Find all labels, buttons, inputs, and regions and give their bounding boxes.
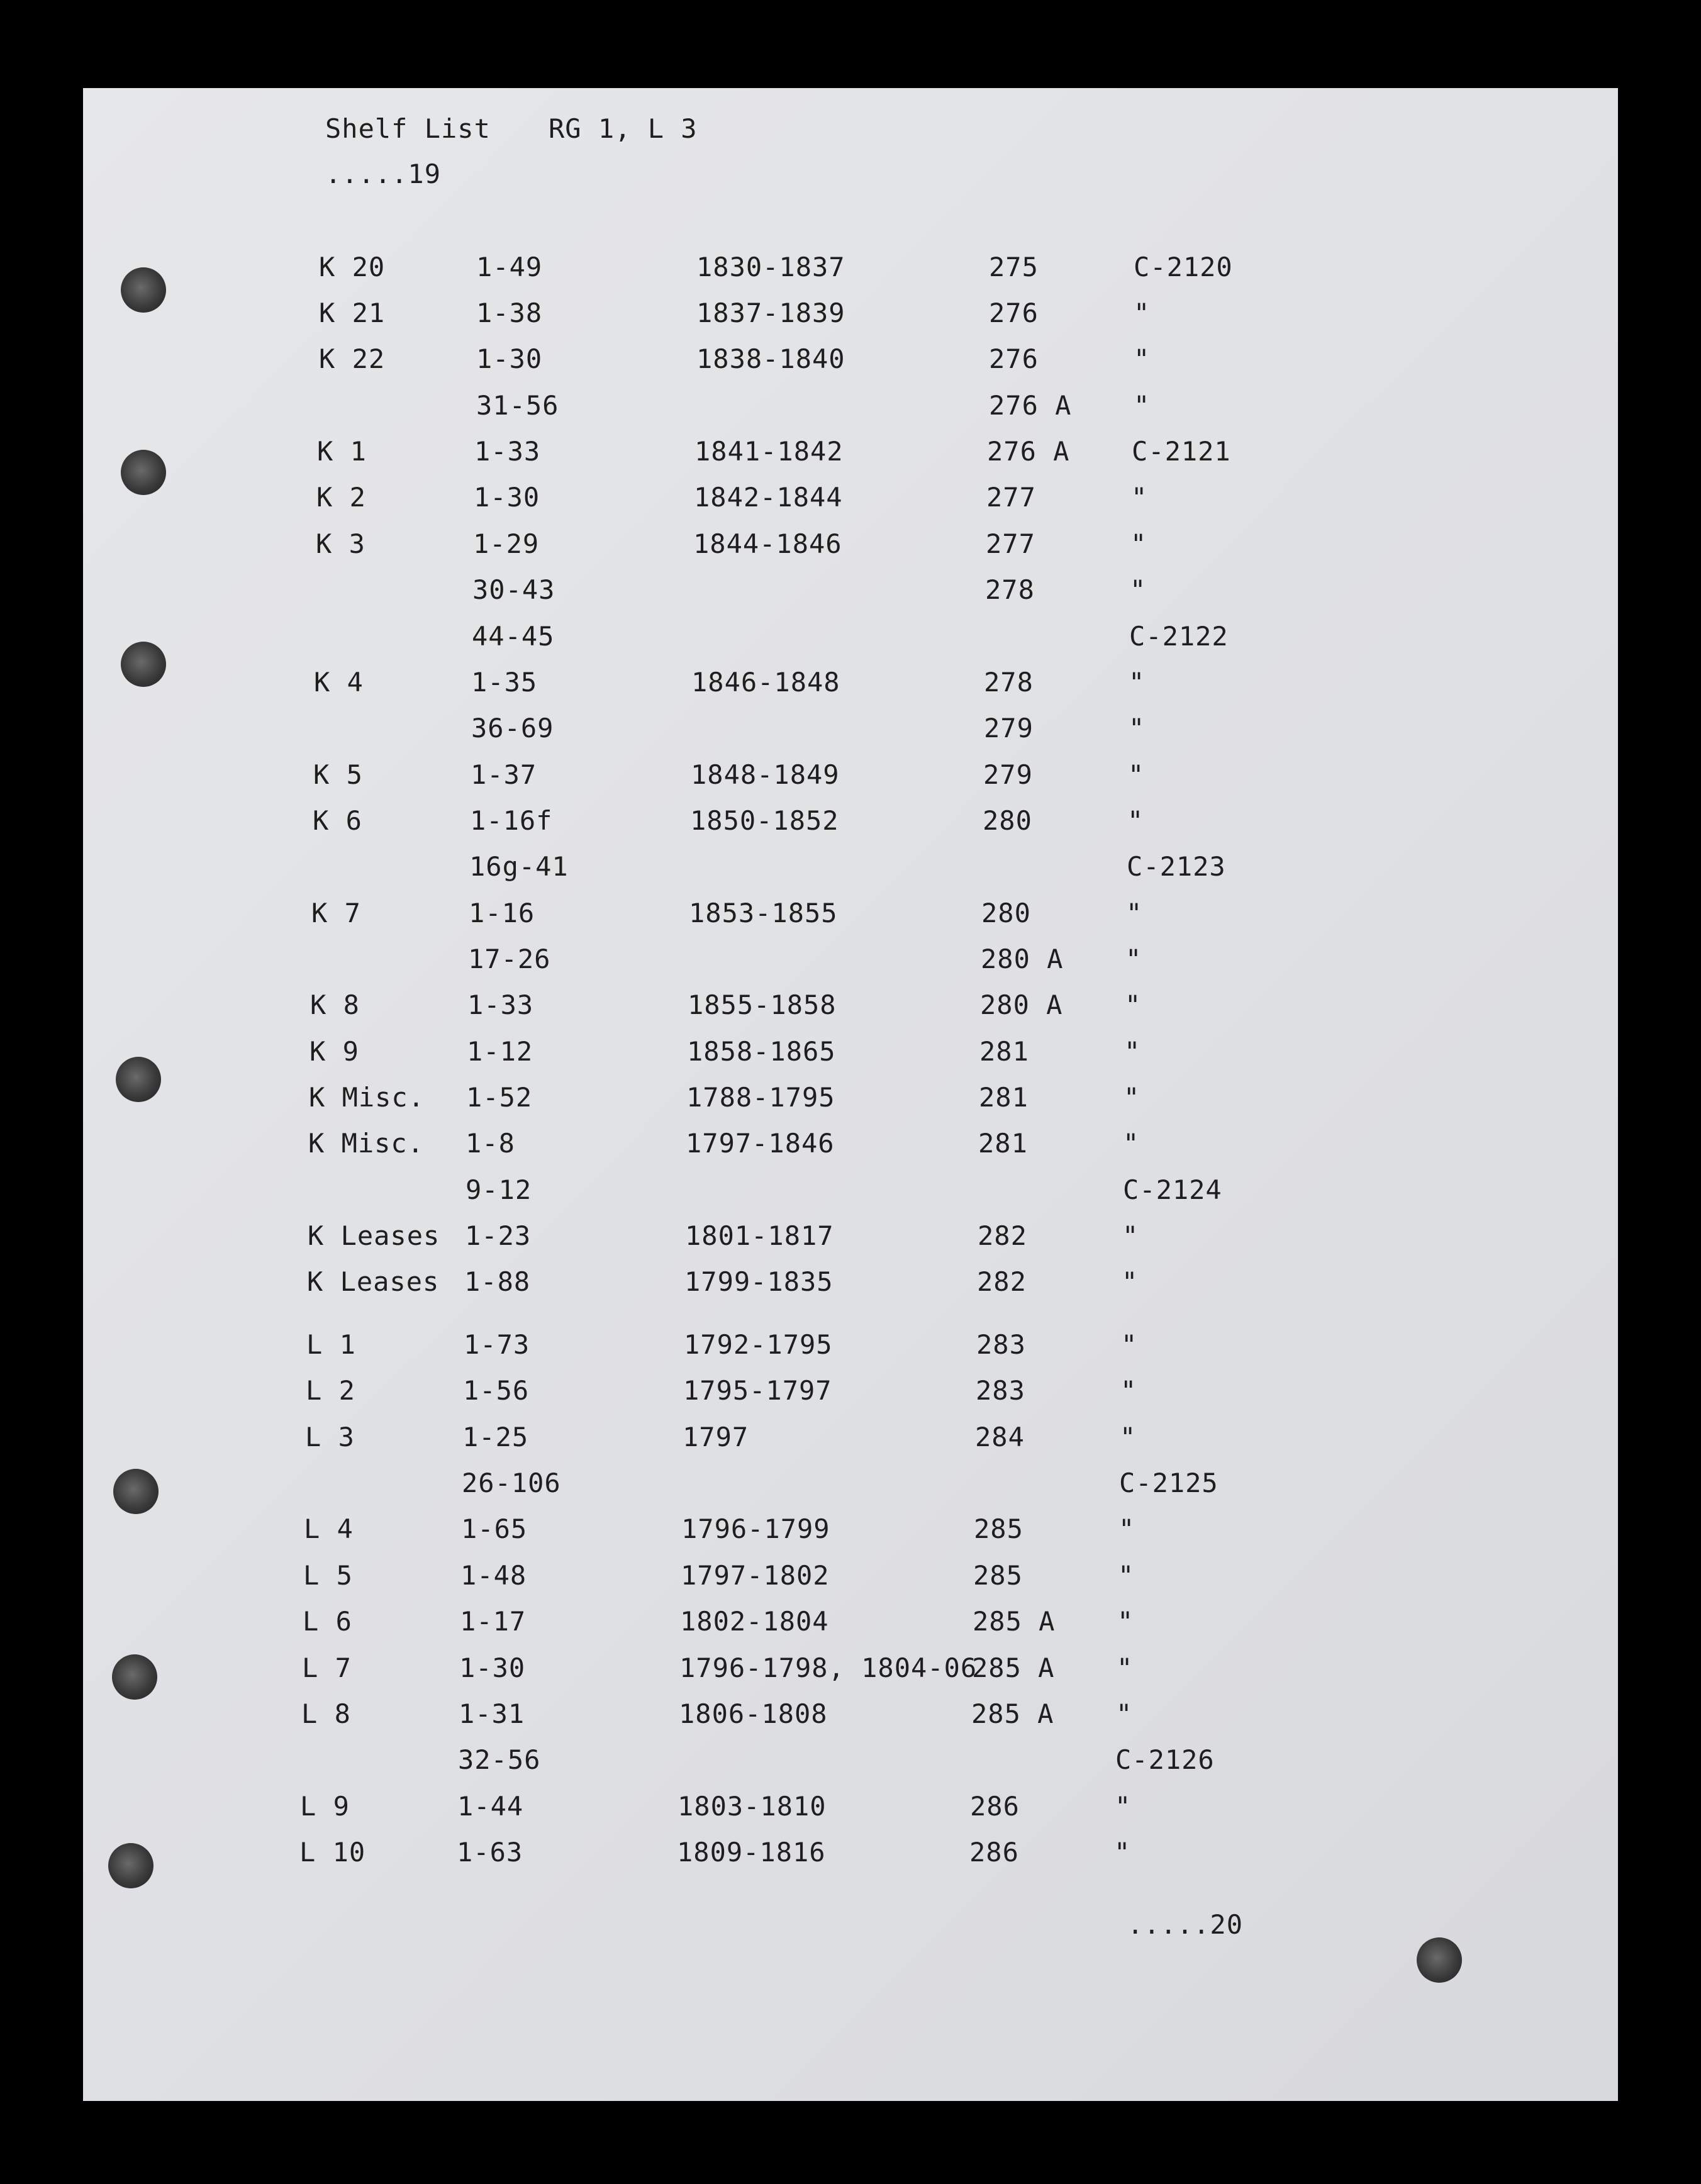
- item-range: 1-30: [474, 482, 540, 513]
- date-span: 1802-1804: [680, 1606, 829, 1637]
- table-row: [81, 436, 1616, 480]
- item-range: 9-12: [466, 1174, 532, 1205]
- reel-number: ": [1116, 1698, 1133, 1729]
- volume-number: 278: [985, 574, 1035, 605]
- box-id: K 22: [319, 343, 386, 374]
- document-page: [83, 88, 1618, 2101]
- volume-number: 279: [984, 713, 1034, 744]
- date-span: 1806-1808: [679, 1698, 828, 1729]
- table-row: [75, 944, 1610, 988]
- box-id: L 7: [302, 1652, 352, 1683]
- item-range: 44-45: [472, 621, 555, 652]
- date-span: 1797-1846: [686, 1128, 835, 1159]
- reel-number: ": [1122, 1220, 1139, 1251]
- table-row: [70, 1375, 1605, 1419]
- volume-number: 280: [983, 805, 1032, 836]
- volume-number: 277: [986, 482, 1036, 513]
- table-row: [69, 1468, 1603, 1512]
- table-row: [72, 1220, 1607, 1264]
- item-range: 32-56: [458, 1744, 541, 1775]
- reel-number: C-2123: [1127, 851, 1226, 882]
- table-row: [71, 1266, 1606, 1310]
- item-range: 1-29: [473, 528, 540, 559]
- table-row: [65, 1698, 1600, 1742]
- table-row: [77, 805, 1612, 849]
- volume-number: 285: [973, 1560, 1023, 1591]
- date-span: 1796-1799: [681, 1513, 830, 1544]
- table-row: [83, 298, 1618, 342]
- volume-number: 276 A: [987, 436, 1070, 467]
- item-range: 1-88: [464, 1266, 531, 1297]
- box-id: L 6: [303, 1606, 352, 1637]
- reel-number: ": [1131, 482, 1148, 513]
- reel-number: ": [1127, 805, 1144, 836]
- item-range: 1-8: [466, 1128, 515, 1159]
- box-id: K 3: [316, 528, 365, 559]
- item-range: 1-33: [467, 989, 534, 1020]
- item-range: 1-63: [457, 1837, 523, 1868]
- reel-number: ": [1117, 1652, 1134, 1683]
- item-range: 1-25: [462, 1422, 529, 1452]
- date-span: 1797-1802: [681, 1560, 830, 1591]
- reel-number: C-2124: [1123, 1174, 1222, 1205]
- item-range: 1-35: [471, 667, 538, 698]
- date-span: 1846-1848: [691, 667, 840, 698]
- box-id: L 10: [299, 1837, 366, 1868]
- volume-number: 286: [970, 1791, 1020, 1822]
- item-range: 1-30: [459, 1652, 526, 1683]
- date-span: 1830-1837: [696, 252, 845, 282]
- date-span: 1841-1842: [694, 436, 844, 467]
- item-range: 1-33: [474, 436, 541, 467]
- item-range: 1-16f: [470, 805, 553, 836]
- table-row: [75, 898, 1610, 942]
- table-row: [67, 1606, 1602, 1650]
- table-row: [78, 667, 1613, 711]
- item-range: 17-26: [468, 944, 551, 974]
- page-title: Shelf List: [325, 113, 491, 144]
- table-row: [68, 1513, 1603, 1557]
- date-span: 1799-1835: [684, 1266, 834, 1297]
- date-span: 1853-1855: [689, 898, 838, 928]
- item-range: 1-31: [459, 1698, 525, 1729]
- volume-number: 278: [984, 667, 1034, 698]
- reel-number: ": [1130, 574, 1147, 605]
- reel-number: ": [1125, 989, 1142, 1020]
- item-range: 1-12: [467, 1036, 533, 1067]
- table-row: [67, 1560, 1602, 1604]
- date-span: 1850-1852: [690, 805, 839, 836]
- reel-number: ": [1115, 1791, 1132, 1822]
- box-id: K 6: [313, 805, 362, 836]
- date-span: 1788-1795: [686, 1082, 835, 1113]
- table-row: [64, 1791, 1599, 1835]
- table-row: [70, 1329, 1605, 1373]
- box-id: L 5: [303, 1560, 353, 1591]
- reel-number: ": [1129, 667, 1146, 698]
- box-id: K 5: [313, 759, 363, 790]
- date-span: 1797: [683, 1422, 749, 1452]
- date-span: 1855-1858: [688, 989, 837, 1020]
- reel-number: ": [1124, 1082, 1141, 1113]
- volume-number: 283: [976, 1375, 1025, 1406]
- reel-number: C-2122: [1129, 621, 1229, 652]
- reel-number: ": [1117, 1606, 1134, 1637]
- box-id: K Misc.: [308, 1128, 425, 1159]
- box-id: K 4: [314, 667, 364, 698]
- reel-number: ": [1130, 528, 1147, 559]
- item-range: 1-65: [461, 1513, 528, 1544]
- item-range: 30-43: [472, 574, 555, 605]
- box-id: L 4: [304, 1513, 354, 1544]
- volume-number: 283: [976, 1329, 1026, 1360]
- table-row: [81, 482, 1615, 526]
- volume-number: 285: [974, 1513, 1023, 1544]
- volume-number: 281: [978, 1128, 1028, 1159]
- reel-number: ": [1120, 1375, 1137, 1406]
- reel-number: ": [1123, 1128, 1140, 1159]
- date-span: 1837-1839: [696, 298, 845, 328]
- reel-number: C-2125: [1119, 1468, 1219, 1498]
- item-range: 1-56: [463, 1375, 530, 1406]
- box-id: K 8: [310, 989, 360, 1020]
- date-span: 1842-1844: [694, 482, 843, 513]
- reel-number: ": [1128, 759, 1145, 790]
- date-span: 1792-1795: [684, 1329, 833, 1360]
- date-span: 1809-1816: [677, 1837, 826, 1868]
- item-range: 1-16: [469, 898, 535, 928]
- table-row: [77, 759, 1612, 803]
- reel-number: ": [1129, 713, 1146, 744]
- reel-number: ": [1124, 1036, 1141, 1067]
- box-id: K 21: [319, 298, 386, 328]
- reel-number: ": [1134, 343, 1151, 374]
- date-span: 1858-1865: [687, 1036, 836, 1067]
- table-row: [73, 1082, 1608, 1126]
- item-range: 26-106: [462, 1468, 561, 1498]
- table-row: [78, 713, 1613, 757]
- date-span: 1796-1798, 1804-06: [679, 1652, 978, 1683]
- table-row: [72, 1128, 1607, 1172]
- date-span: 1844-1846: [693, 528, 842, 559]
- table-row: [80, 528, 1615, 572]
- table-row: [76, 851, 1611, 895]
- table-row: [64, 1837, 1598, 1881]
- volume-number: 279: [983, 759, 1033, 790]
- volume-number: 280 A: [980, 989, 1063, 1020]
- volume-number: 275: [989, 252, 1039, 282]
- reel-number: ": [1120, 1422, 1137, 1452]
- reel-number: ": [1118, 1560, 1135, 1591]
- item-range: 1-73: [464, 1329, 530, 1360]
- volume-number: 285 A: [972, 1652, 1055, 1683]
- volume-number: 280 A: [981, 944, 1064, 974]
- reel-number: ": [1126, 898, 1143, 928]
- table-row: [83, 343, 1618, 387]
- reel-number: ": [1122, 1266, 1139, 1297]
- table-row: [72, 1174, 1607, 1218]
- table-row: [79, 621, 1614, 665]
- volume-number: 277: [986, 528, 1035, 559]
- box-id: L 3: [305, 1422, 355, 1452]
- next-page-indicator: .....20: [1127, 1909, 1244, 1940]
- box-id: K 20: [319, 252, 386, 282]
- box-id: L 2: [306, 1375, 355, 1406]
- volume-number: 276: [989, 298, 1039, 328]
- box-id: K Misc.: [309, 1082, 425, 1113]
- box-id: L 8: [301, 1698, 351, 1729]
- record-group-ref: RG 1, L 3: [549, 113, 698, 144]
- item-range: 1-48: [460, 1560, 527, 1591]
- table-row: [79, 574, 1614, 618]
- item-range: 16g-41: [469, 851, 569, 882]
- item-range: 1-52: [466, 1082, 533, 1113]
- volume-number: 285 A: [973, 1606, 1056, 1637]
- box-id: K Leases: [308, 1220, 440, 1251]
- date-span: 1801-1817: [685, 1220, 834, 1251]
- volume-number: 285 A: [971, 1698, 1054, 1729]
- reel-number: C-2121: [1132, 436, 1231, 467]
- volume-number: 286: [969, 1837, 1019, 1868]
- item-range: 1-49: [476, 252, 543, 282]
- date-span: 1803-1810: [678, 1791, 827, 1822]
- box-id: K Leases: [307, 1266, 440, 1297]
- box-id: L 9: [300, 1791, 350, 1822]
- volume-number: 282: [977, 1266, 1027, 1297]
- item-range: 1-38: [476, 298, 543, 328]
- table-row: [74, 1036, 1609, 1080]
- reel-number: ": [1118, 1513, 1135, 1544]
- volume-number: 281: [979, 1082, 1029, 1113]
- date-span: 1838-1840: [696, 343, 845, 374]
- item-range: 1-17: [460, 1606, 527, 1637]
- box-id: K 1: [317, 436, 367, 467]
- item-range: 36-69: [471, 713, 554, 744]
- reel-number: ": [1134, 390, 1151, 421]
- volume-number: 280: [981, 898, 1031, 928]
- table-row: [69, 1422, 1604, 1466]
- item-range: 31-56: [476, 390, 559, 421]
- item-range: 1-23: [465, 1220, 532, 1251]
- volume-number: 281: [979, 1036, 1029, 1067]
- volume-number: 276 A: [989, 390, 1072, 421]
- reel-number: C-2120: [1134, 252, 1233, 282]
- reel-number: C-2126: [1115, 1744, 1215, 1775]
- item-range: 1-44: [457, 1791, 524, 1822]
- punch-hole-icon: [1417, 1937, 1462, 1983]
- page-continuation: .....19: [325, 159, 442, 189]
- date-span: 1795-1797: [683, 1375, 832, 1406]
- box-id: K 9: [310, 1036, 359, 1067]
- table-row: [65, 1744, 1600, 1788]
- reel-number: ": [1121, 1329, 1138, 1360]
- date-span: 1848-1849: [691, 759, 840, 790]
- reel-number: ": [1125, 944, 1142, 974]
- volume-number: 284: [975, 1422, 1025, 1452]
- item-range: 1-37: [471, 759, 537, 790]
- table-row: [74, 989, 1609, 1034]
- box-id: K 2: [316, 482, 366, 513]
- reel-number: ": [1134, 298, 1151, 328]
- volume-number: 282: [978, 1220, 1027, 1251]
- table-row: [83, 390, 1618, 434]
- box-id: L 1: [306, 1329, 356, 1360]
- table-row: [83, 252, 1618, 296]
- reel-number: ": [1114, 1837, 1131, 1868]
- table-row: [66, 1652, 1601, 1696]
- volume-number: 276: [989, 343, 1039, 374]
- box-id: K 7: [311, 898, 361, 928]
- item-range: 1-30: [476, 343, 543, 374]
